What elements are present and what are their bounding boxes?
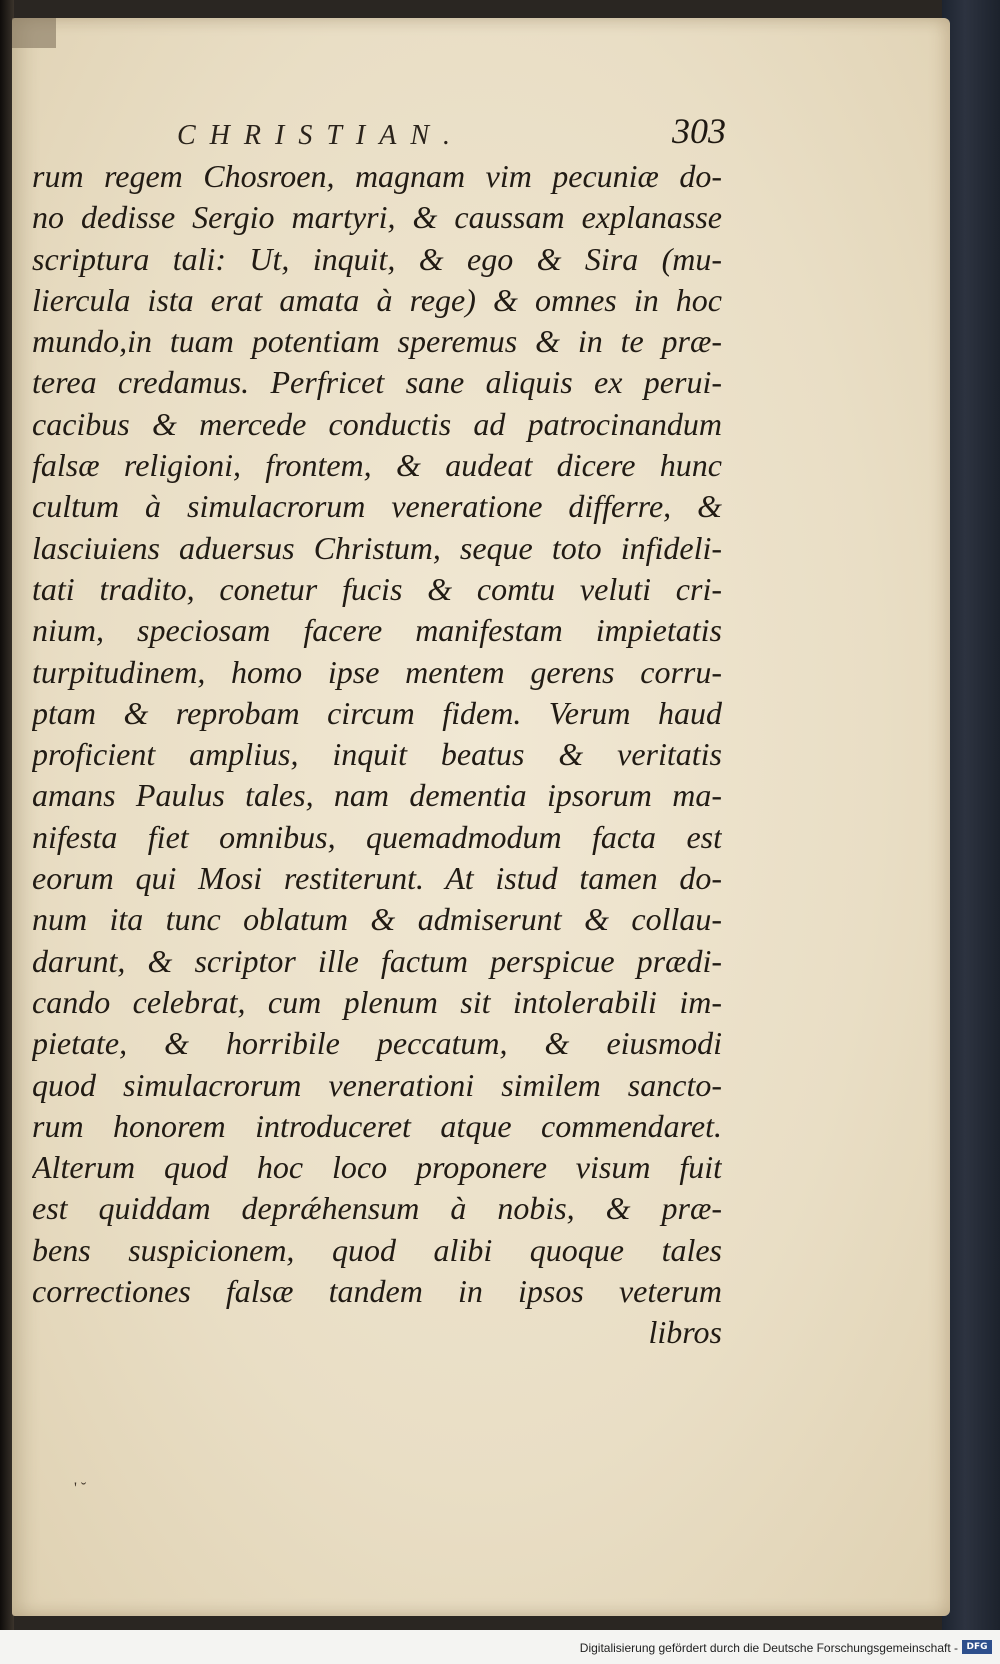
text-line: bens suspicionem, quod alibi quoque tales [32, 1231, 722, 1268]
text-line: Alterum quod hoc loco proponere visum fuit [32, 1149, 722, 1186]
text-line: nium, speciosam facere manifestam impietatis [32, 612, 722, 649]
book-page [12, 18, 950, 1616]
text-line: no dedisse Sergio martyri, & caussam explanasse [32, 199, 722, 236]
corner-mark [12, 18, 56, 48]
text-line: amans Paulus tales, nam dementia ipsorum ma- [32, 777, 722, 814]
text-line: falsæ religioni, frontem, & audeat dicere hunc [32, 447, 722, 484]
text-line: est quiddam deprǽhensum à nobis, & præ- [32, 1190, 722, 1227]
text-line: rum regem Chosroen, magnam vim pecuniæ do- [32, 158, 722, 194]
page-number: 303 [672, 111, 726, 151]
text-line: darunt, & scriptor ille factum perspicue prædi- [32, 942, 722, 979]
text-line: proficient amplius, inquit beatus & veritatis [32, 736, 722, 773]
scan-right-edge [942, 0, 1000, 1630]
text-line: lasciuiens aduersus Christum, seque toto infideli- [32, 529, 722, 566]
text-line: num ita tunc oblatum & admiserunt & collau- [32, 901, 722, 938]
text-line: rum honorem introduceret atque commendaret. [32, 1107, 722, 1144]
text-line: tati tradito, conetur fucis & comtu veluti cri- [32, 570, 722, 607]
ink-speck: ' ˘ [74, 1480, 87, 1497]
text-line: turpitudinem, homo ipse mentem gerens corru- [32, 653, 722, 690]
text-line: mundo,in tuam potentiam speremus & in te præ- [32, 323, 722, 360]
text-line: nifesta fiet omnibus, quemadmodum facta est [32, 818, 722, 855]
text-line: pietate, & horribile peccatum, & eiusmodi [32, 1025, 722, 1062]
text-line: cando celebrat, cum plenum sit intolerabili im- [32, 983, 722, 1020]
footer-bar [0, 1630, 1000, 1664]
text-line: liercula ista erat amata à rege) & omnes in hoc [32, 281, 722, 318]
footer-credit: Digitalisierung gefördert durch die Deutsche Forschungsgemeinschaft - [579, 1641, 958, 1655]
text-line: terea credamus. Perfricet sane aliquis ex perui- [32, 364, 722, 401]
text-line: quod simulacrorum venerationi similem sancto- [32, 1066, 722, 1103]
text-line: cacibus & mercede conductis ad patrocinandum [32, 405, 722, 442]
catchword: libros [648, 1314, 722, 1351]
text-line: correctiones falsæ tandem in ipsos veterum [32, 1273, 722, 1310]
text-line: cultum à simulacrorum veneratione differre, & [32, 488, 722, 525]
running-title: CHRISTIAN. [177, 120, 464, 151]
dfg-logo: DFG [962, 1640, 992, 1654]
text-line: ptam & reprobam circum fidem. Verum haud [32, 694, 722, 731]
text-line: eorum qui Mosi restiterunt. At istud tamen do- [32, 860, 722, 897]
text-line: scriptura tali: Ut, inquit, & ego & Sira (mu- [32, 240, 722, 277]
running-head [12, 106, 950, 156]
body-text [32, 156, 722, 1354]
